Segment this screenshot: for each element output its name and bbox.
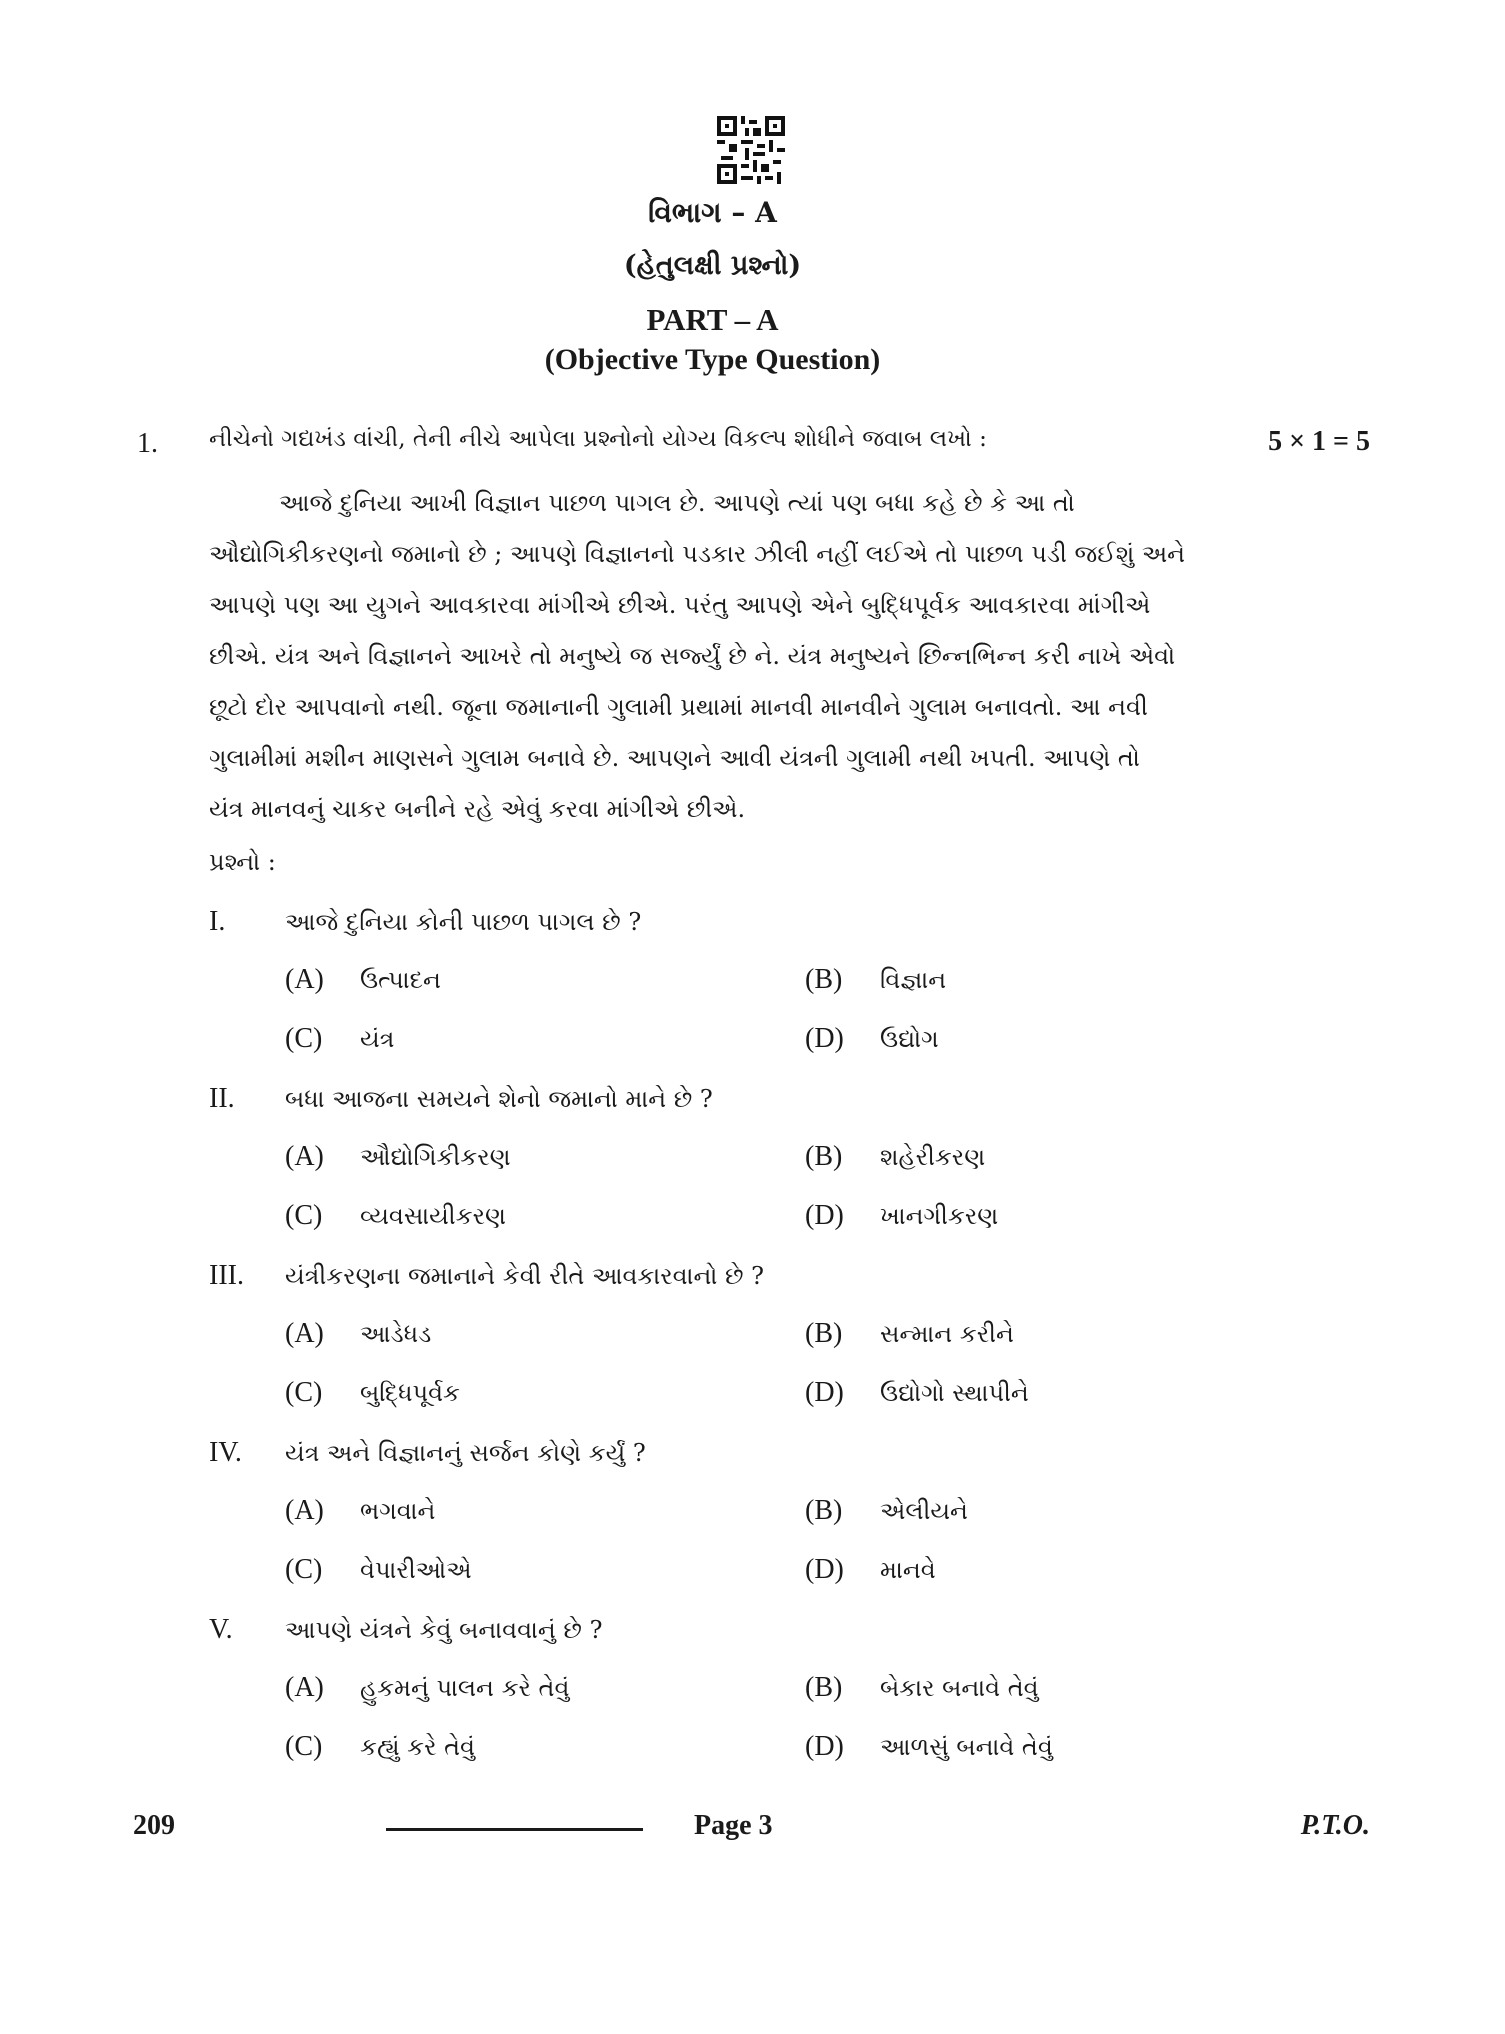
questions-label: પ્રશ્નો :	[209, 848, 276, 876]
option-text: વિજ્ઞાન	[880, 966, 947, 994]
sub-question-text: યંત્રીકરણના જમાનાને કેવી રીતે આવકારવાનો છે ?	[285, 1262, 765, 1290]
option-text: કહ્યું કરે તેવું	[360, 1733, 476, 1761]
question-instruction: નીચેનો ગદ્યખંડ વાંચી, તેની નીચે આપેલા પ્રશ્નોનો યોગ્ય વિકલ્પ શોધીને જવાબ લખો :	[209, 426, 987, 452]
part-title: PART – A	[646, 302, 779, 337]
option-text: ઉદ્યોગ	[880, 1025, 939, 1053]
passage-line: છીએ. યંત્ર અને વિજ્ઞાનને આખરે તો મનુષ્યે જ સર્જ્યું છે ને. યંત્ર મનુષ્યને છિન્નભિન્ન કરી નાખે એવો	[209, 642, 1176, 670]
sub-question-number: I.	[209, 906, 226, 937]
passage-line: આપણે પણ આ યુગને આવકારવા માંગીએ છીએ. પરંતુ આપણે એને બુદ્ધિપૂર્વક આવકારવા માંગીએ	[209, 591, 1151, 619]
question-number: 1.	[137, 428, 158, 459]
page-number: Page 3	[694, 1810, 773, 1841]
sub-question-number: III.	[209, 1260, 244, 1291]
sub-question-number: II.	[209, 1083, 235, 1114]
option-text: ભગવાને	[360, 1497, 436, 1525]
option-text: માનવે	[880, 1556, 936, 1584]
option-text: વેપારીઓએ	[360, 1556, 472, 1584]
passage-line: ઔદ્યોગિકીકરણનો જમાનો છે ; આપણે વિજ્ઞાનનો પડકાર ઝીલી નહીં લઈએ તો પાછળ પડી જઈશું અને	[209, 540, 1186, 568]
sub-question-number: IV.	[209, 1437, 242, 1468]
option-letter: (D)	[805, 1377, 844, 1408]
question-marks: 5 × 1 = 5	[1268, 426, 1370, 457]
option-text: ખાનગીકરણ	[880, 1202, 999, 1230]
option-text: વ્યવસાયીકરણ	[360, 1202, 506, 1230]
paper-code: 209	[133, 1810, 175, 1841]
passage	[209, 478, 1299, 835]
option-letter: (A)	[285, 1495, 324, 1526]
option-text: બુદ્ધિપૂર્વક	[360, 1379, 460, 1407]
option-text: બેકાર બનાવે તેવું	[880, 1674, 1039, 1702]
option-letter: (A)	[285, 964, 324, 995]
option-letter: (C)	[285, 1200, 323, 1231]
option-letter: (B)	[805, 964, 843, 995]
option-letter: (B)	[805, 1495, 843, 1526]
passage-line: આજે દુનિયા આખી વિજ્ઞાન પાછળ પાગલ છે. આપણે ત્યાં પણ બધા કહે છે કે આ તો	[279, 489, 1075, 517]
section-subtitle-gujarati: (હેતુલક્ષી પ્રશ્નો)	[623, 250, 802, 281]
sub-question-2	[0, 1083, 1505, 1123]
option-text: ઉદ્યોગો સ્થાપીને	[880, 1379, 1029, 1407]
option-letter: (A)	[285, 1141, 324, 1172]
option-text: હુકમનું પાલન કરે તેવું	[360, 1674, 570, 1702]
option-letter: (D)	[805, 1554, 844, 1585]
option-letter: (A)	[285, 1672, 324, 1703]
option-letter: (D)	[805, 1731, 844, 1762]
option-letter: (B)	[805, 1141, 843, 1172]
option-text: આળસું બનાવે તેવું	[880, 1733, 1053, 1761]
option-letter: (B)	[805, 1318, 843, 1349]
sub-question-text: યંત્ર અને વિજ્ઞાનનું સર્જન કોણે કર્યું ?	[285, 1439, 646, 1467]
option-letter: (D)	[805, 1023, 844, 1054]
option-text: એલીયને	[880, 1497, 968, 1525]
sub-question-number: V.	[209, 1614, 233, 1645]
option-text: ઉત્પાદન	[360, 966, 441, 994]
sub-question-3	[0, 1260, 1505, 1300]
section-title-gujarati: વિભાગ – A	[648, 196, 777, 229]
option-text: સન્માન કરીને	[880, 1320, 1014, 1348]
passage-line: યંત્ર માનવનું ચાકર બનીને રહે એવું કરવા માંગીએ છીએ.	[209, 795, 746, 823]
option-letter: (C)	[285, 1731, 323, 1762]
sub-question-5	[0, 1614, 1505, 1654]
option-text: આડેધડ	[360, 1320, 432, 1348]
sub-question-4	[0, 1437, 1505, 1477]
part-subtitle: (Objective Type Question)	[544, 343, 881, 376]
footer-divider	[386, 1828, 643, 1831]
option-text: ઔદ્યોગિકીકરણ	[360, 1143, 511, 1171]
sub-question-text: આપણે યંત્રને કેવું બનાવવાનું છે ?	[285, 1616, 603, 1644]
sub-question-text: બધા આજના સમયને શેનો જમાનો માને છે ?	[285, 1085, 713, 1113]
sub-question-text: આજે દુનિયા કોની પાછળ પાગલ છે ?	[285, 908, 642, 936]
option-text: યંત્ર	[360, 1025, 395, 1053]
option-letter: (B)	[805, 1672, 843, 1703]
option-text: શહેરીકરણ	[880, 1143, 986, 1171]
qr-code-icon	[717, 116, 785, 184]
passage-line: છૂટો દોર આપવાનો નથી. જૂના જમાનાની ગુલામી પ્રથામાં માનવી માનવીને ગુલામ બનાવતો. આ નવી	[209, 693, 1148, 721]
option-letter: (C)	[285, 1554, 323, 1585]
option-letter: (C)	[285, 1023, 323, 1054]
please-turn-over: P.T.O.	[1300, 1810, 1370, 1841]
option-letter: (D)	[805, 1200, 844, 1231]
option-letter: (A)	[285, 1318, 324, 1349]
sub-question-1	[0, 906, 1505, 946]
option-letter: (C)	[285, 1377, 323, 1408]
passage-line: ગુલામીમાં મશીન માણસને ગુલામ બનાવે છે. આપણને આવી યંત્રની ગુલામી નથી ખપતી. આપણે તો	[209, 744, 1140, 772]
